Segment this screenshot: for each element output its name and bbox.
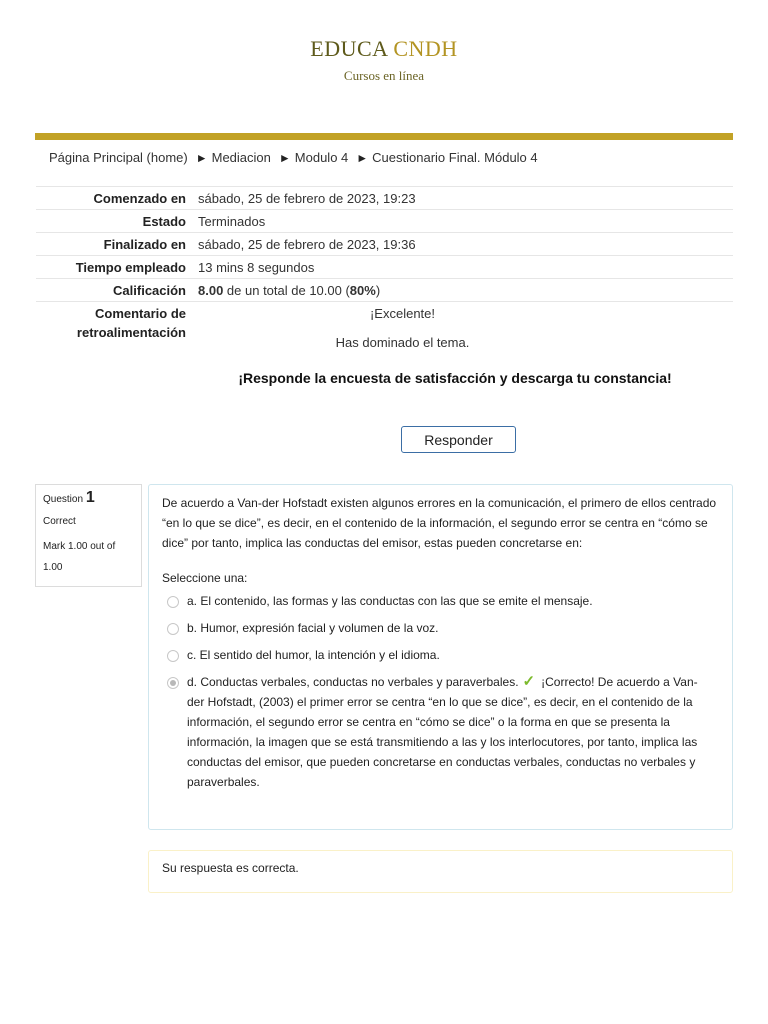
grade-value (192, 279, 733, 302)
question-number (43, 489, 134, 507)
answer-option-d[interactable] (162, 672, 719, 792)
answer-text-d: d. Conductas verbales, conductas no verbales y paraverbales. (187, 675, 519, 689)
time-value: 13 mins 8 segundos (192, 256, 733, 279)
attempt-summary-table (36, 186, 733, 350)
logo-part-cndh: CNDH (393, 36, 458, 61)
breadcrumb-quiz[interactable]: Cuestionario Final. Módulo 4 (372, 150, 538, 165)
state-label: Estado (36, 210, 192, 233)
summary-row-time (36, 256, 733, 279)
survey-message: ¡Responde la encuesta de satisfacción y descarga tu constancia! (238, 370, 672, 386)
breadcrumb-separator-icon: ► (195, 151, 208, 165)
radio-button-d-selected[interactable] (167, 677, 179, 689)
question-text: De acuerdo a Van-der Hofstadt existen algunos errores en la comunicación, el primero de ellos centrado “en lo que se dice”, es decir, en el contenido de la información, el segundo error se centra en “cómo se dice” por tanto, implica las conductas del emisor, estas pueden concretarse en: (162, 496, 717, 550)
completed-value: sábado, 25 de febrero de 2023, 19:36 (192, 233, 733, 256)
grade-total-text: de un total de 10.00 ( (223, 282, 350, 298)
state-value: Terminados (192, 210, 733, 233)
answer-text-b: b. Humor, expresión facial y volumen de la voz. (187, 621, 439, 635)
question-mark: Mark 1.00 out of 1.00 (43, 541, 116, 573)
correct-check-icon: ✓ (522, 673, 536, 690)
summary-row-completed (36, 233, 733, 256)
breadcrumb (49, 150, 538, 165)
breadcrumb-mediacion[interactable]: Mediacion (211, 150, 271, 165)
answer-prompt: Seleccione una: (162, 571, 248, 585)
question-label: Question (43, 494, 84, 505)
grade-close: ) (375, 282, 381, 298)
breadcrumb-home[interactable]: Página Principal (home) (49, 150, 188, 165)
question-number-value: 1 (85, 489, 95, 506)
logo-part-educa: EDUCA (310, 36, 388, 61)
radio-button-b[interactable] (167, 623, 179, 635)
answer-specific-feedback: ¡Correcto! De acuerdo a Van-der Hofstadt, (2003) el primer error se centra “en lo que se dice”, es decir, en el contenido de la información, el segundo error se centra en “cómo se dice” o la forma en que se presenta la información, la imagen que se está transmitiendo a las y los interlocutores, por tanto, implica las conductas del emisor, que pueden concretarse en conductas verbales, conductas no verbales y paraverbales. (187, 675, 698, 789)
question-info-panel (35, 484, 142, 587)
summary-row-started (36, 187, 733, 210)
respond-survey-button[interactable]: Responder (401, 426, 516, 453)
feedback-label: Comentario de retroalimentación (36, 302, 192, 351)
site-subtitle: Cursos en línea (343, 68, 425, 83)
started-value: sábado, 25 de febrero de 2023, 19:23 (192, 187, 733, 210)
question-outcome-panel (148, 850, 733, 893)
outcome-text: Su respuesta es correcta. (162, 861, 299, 875)
breadcrumb-separator-icon: ► (356, 151, 369, 165)
completed-label: Finalizado en (36, 233, 192, 256)
question-content-panel (148, 484, 733, 830)
radio-button-c[interactable] (167, 650, 179, 662)
grade-label: Calificación (36, 279, 192, 302)
answer-text-d-block (187, 672, 719, 792)
grade-percent: 80% (349, 282, 376, 298)
summary-row-state (36, 210, 733, 233)
site-logo[interactable] (0, 36, 768, 62)
answer-option-a[interactable] (162, 591, 719, 611)
answer-text-c: c. El sentido del humor, la intención y el idioma. (187, 648, 440, 662)
feedback-line-1: ¡Excelente! (369, 306, 436, 321)
feedback-line-2: Has dominado el tema. (335, 335, 470, 350)
time-label: Tiempo empleado (36, 256, 192, 279)
header-divider-bar (35, 133, 733, 140)
answer-text-a: a. El contenido, las formas y las conductas con las que se emite el mensaje. (187, 594, 593, 608)
question-state: Correct (43, 516, 76, 527)
summary-row-feedback (36, 302, 733, 351)
breadcrumb-modulo-4[interactable]: Modulo 4 (294, 150, 349, 165)
breadcrumb-separator-icon: ► (278, 151, 291, 165)
grade-score: 8.00 (198, 282, 224, 298)
started-label: Comenzado en (36, 187, 192, 210)
answer-option-c[interactable] (162, 645, 719, 665)
answer-options (162, 591, 719, 792)
site-header (0, 36, 768, 84)
feedback-value (192, 302, 733, 351)
radio-button-a[interactable] (167, 596, 179, 608)
summary-row-grade (36, 279, 733, 302)
answer-option-b[interactable] (162, 618, 719, 638)
